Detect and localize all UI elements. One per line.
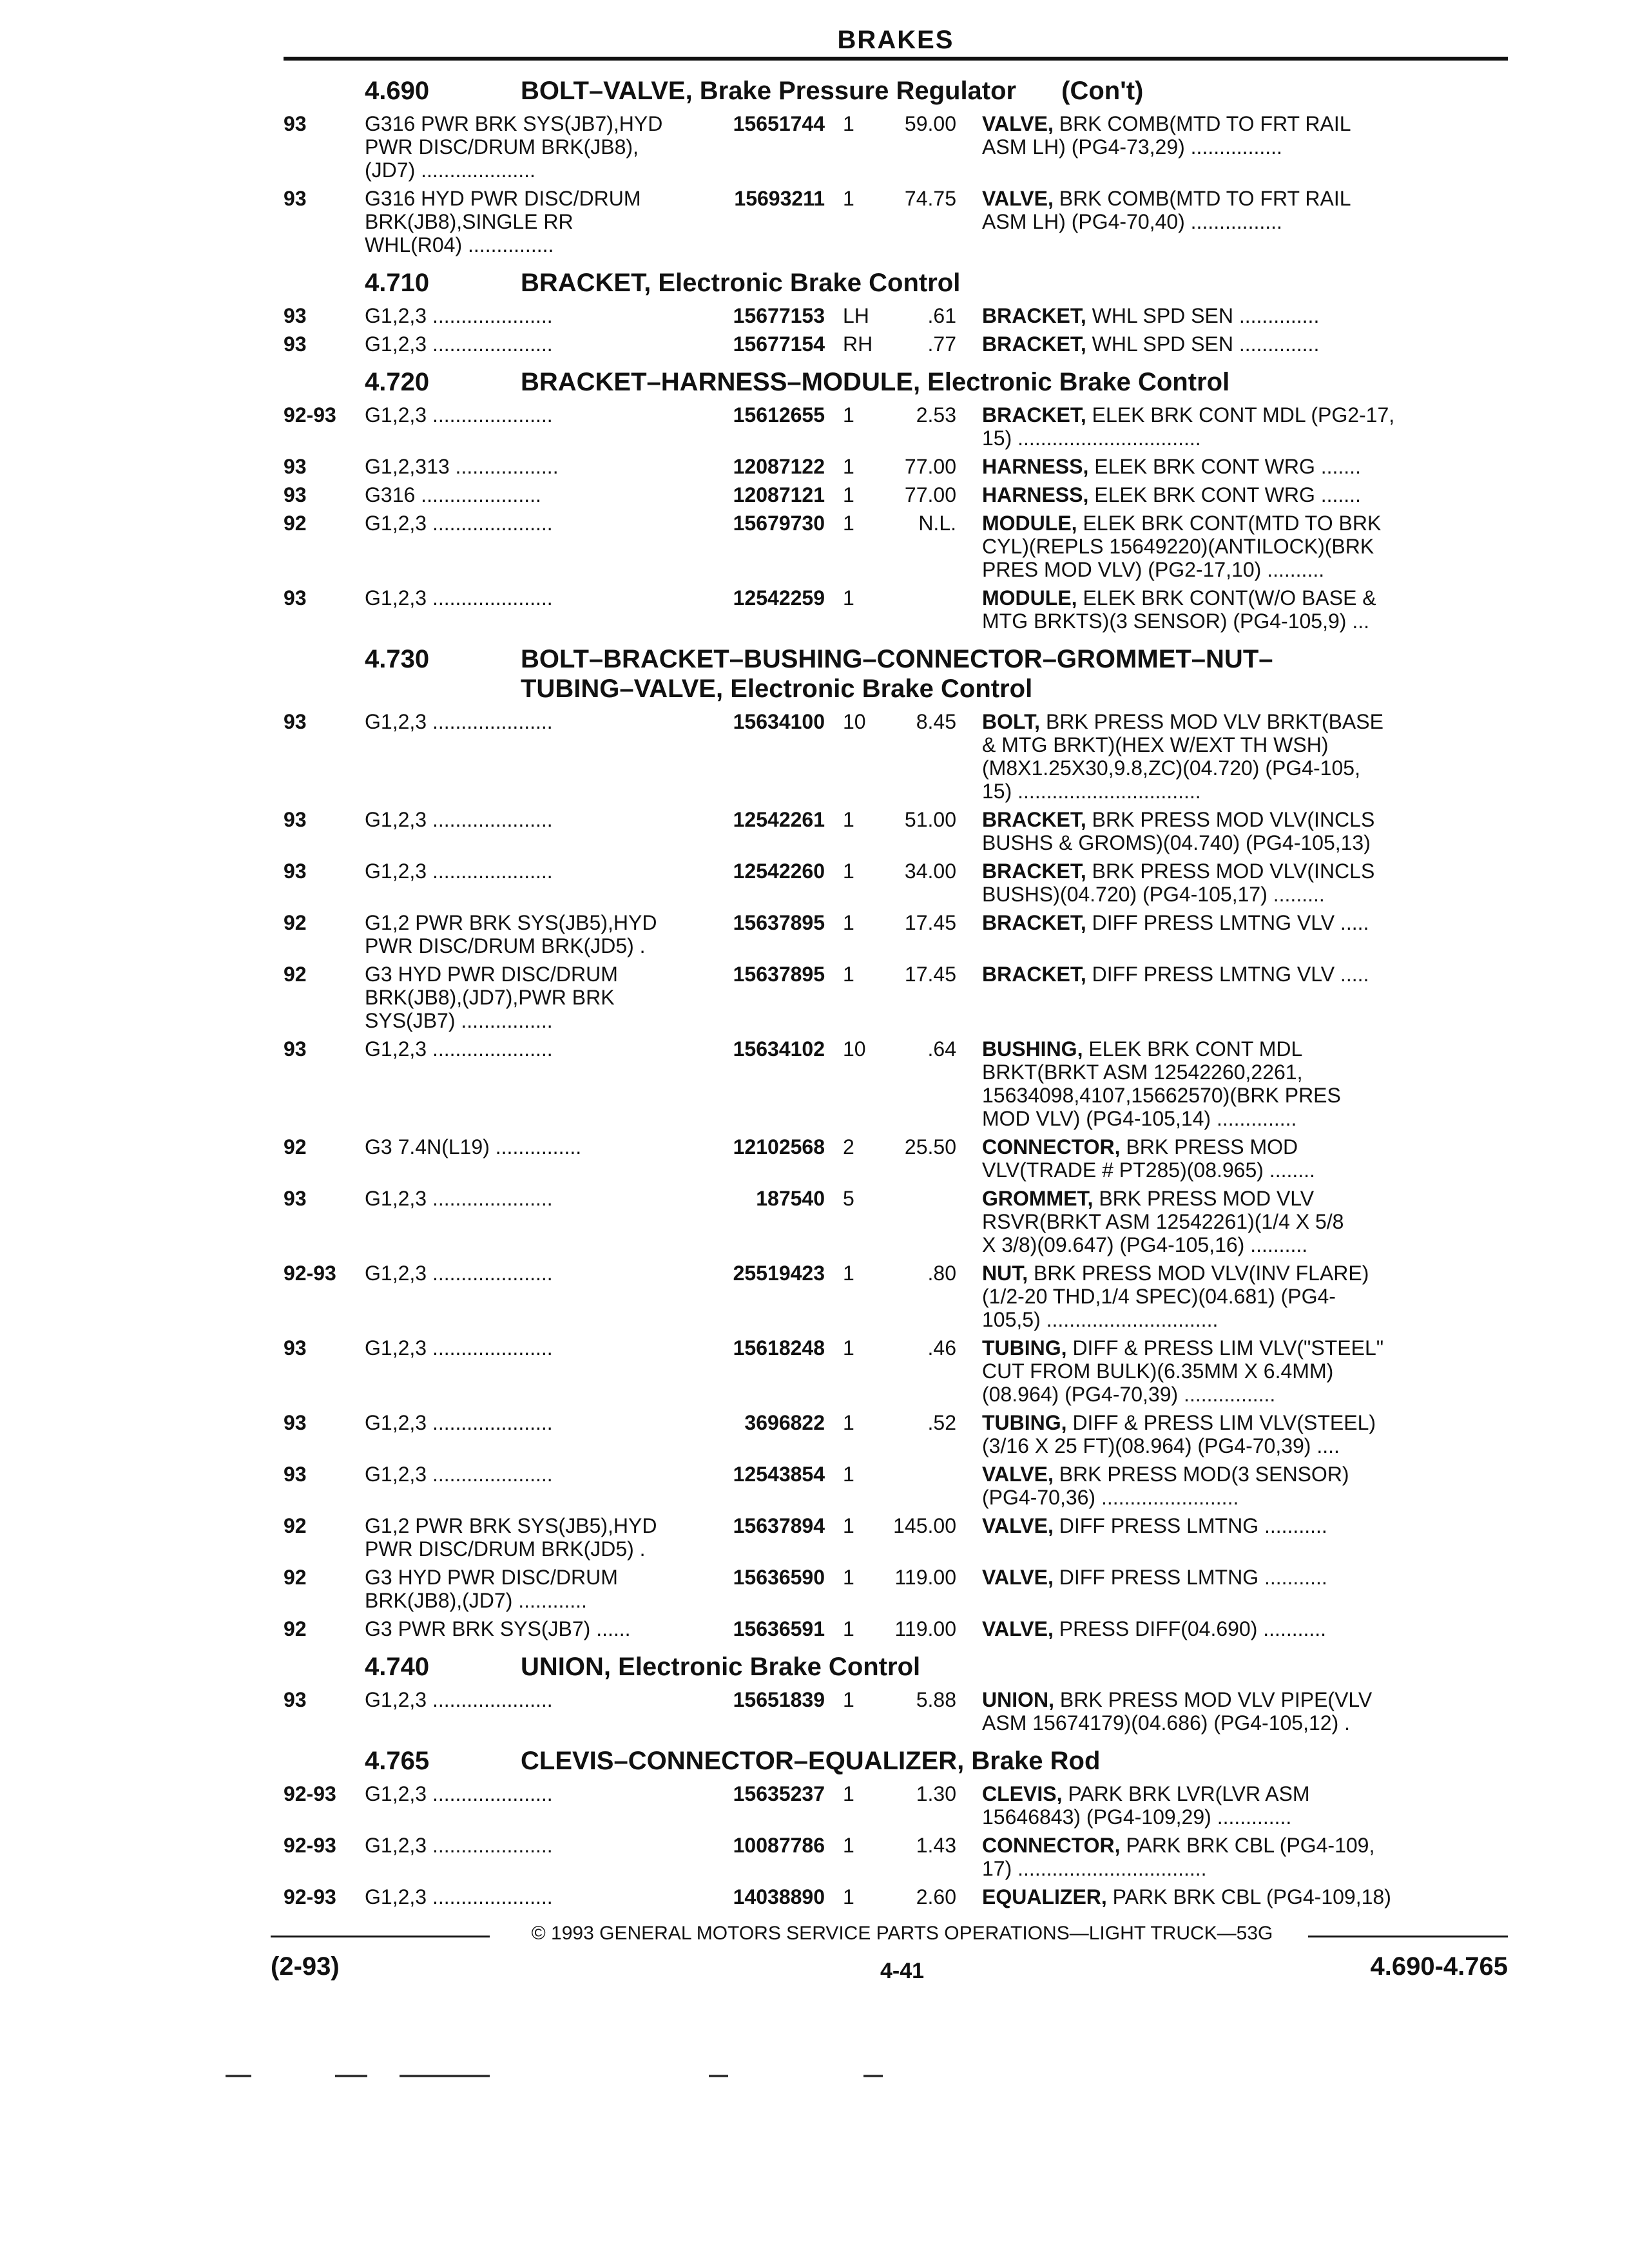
part-name: CONNECTOR, xyxy=(982,1135,1121,1158)
model-year: 92-93 xyxy=(284,1262,336,1285)
model-year: 93 xyxy=(284,1187,307,1210)
part-description: ELEK BRK CONT MDL (PG2-17, 15) ................................ xyxy=(982,403,1395,450)
part-description: BRK PRESS MOD VLV PIPE(VLV ASM 15674179)(04.686) (PG4-105,12) . xyxy=(982,1688,1373,1735)
part-description: BRK COMB(MTD TO FRT RAIL ASM LH) (PG4-70,40) ................ xyxy=(982,187,1351,233)
part-name: BRACKET, xyxy=(982,808,1086,831)
quantity: 5 xyxy=(843,1187,854,1210)
footer-rule-left xyxy=(271,1936,490,1937)
part-name: MODULE, xyxy=(982,512,1077,535)
part-description: BRK PRESS MOD VLV(INCLS BUSHS & GROMS)(04.740) (PG4-105,13) xyxy=(982,808,1375,854)
section-title: BRACKET, Electronic Brake Control xyxy=(521,269,961,297)
part-entry xyxy=(284,112,1508,182)
part-entry xyxy=(284,808,1508,854)
part-number: 10087786 xyxy=(733,1834,825,1857)
section-number: 4.740 xyxy=(365,1653,430,1681)
application: G1,2,3 ..................... xyxy=(365,1782,553,1805)
model-year: 92-93 xyxy=(284,403,336,427)
part-number: 15677154 xyxy=(733,332,825,356)
price: 25.50 xyxy=(904,1135,956,1158)
part-entry xyxy=(284,1336,1508,1406)
price: .80 xyxy=(927,1262,956,1285)
quantity: 1 xyxy=(843,1782,854,1805)
part-entry xyxy=(284,403,1508,450)
part-description: BRK PRESS MOD VLV(INV FLARE) (1/2-20 THD,1/4 SPEC)(04.681) (PG4- 105,5) .............................. xyxy=(982,1262,1369,1331)
part-number: 15618248 xyxy=(733,1336,825,1360)
price: 1.30 xyxy=(916,1782,956,1805)
description xyxy=(956,710,1508,803)
price: 74.75 xyxy=(904,187,956,210)
footer-copyright: © 1993 GENERAL MOTORS SERVICE PARTS OPERATIONS—LIGHT TRUCK—53G xyxy=(531,1923,1273,1944)
quantity: LH xyxy=(843,304,869,327)
part-name: BRACKET, xyxy=(982,332,1086,356)
part-entry xyxy=(284,860,1508,906)
section-title: BRACKET–HARNESS–MODULE, Electronic Brake Control xyxy=(521,368,1230,396)
part-description: ELEK BRK CONT WRG ....... xyxy=(1094,455,1361,478)
part-description: PARK BRK CBL (PG4-109,18) xyxy=(1112,1885,1391,1908)
price: 17.45 xyxy=(904,911,956,934)
catalog-section xyxy=(284,1652,1508,1735)
application: G1,2,3 ..................... xyxy=(365,403,553,427)
catalog-section xyxy=(284,644,1508,1640)
part-entry xyxy=(284,1262,1508,1331)
quantity: 1 xyxy=(843,455,854,478)
part-number: 12087121 xyxy=(733,483,825,506)
catalog-section xyxy=(284,1746,1508,1908)
part-number: 12542261 xyxy=(733,808,825,831)
price: .64 xyxy=(927,1037,956,1061)
part-entry xyxy=(284,1885,1508,1908)
description xyxy=(956,403,1508,450)
part-number: 15637894 xyxy=(733,1514,825,1537)
description xyxy=(956,332,1508,356)
section-number: 4.720 xyxy=(365,368,430,396)
part-entry xyxy=(284,1834,1508,1880)
description xyxy=(956,187,1508,256)
description xyxy=(956,1135,1508,1182)
part-name: VALVE, xyxy=(982,187,1054,210)
part-number: 15637895 xyxy=(733,911,825,934)
application: G3 7.4N(L19) ............... xyxy=(365,1135,582,1158)
description xyxy=(956,911,1508,957)
application: G1,2,3 ..................... xyxy=(365,710,553,733)
section-title: UNION, Electronic Brake Control xyxy=(521,1653,921,1681)
footer-date: (2-93) xyxy=(271,1952,340,1981)
part-entry xyxy=(284,1411,1508,1457)
description xyxy=(956,1463,1508,1509)
part-entry xyxy=(284,1135,1508,1182)
application: G1,2,3 ..................... xyxy=(365,586,553,610)
model-year: 92 xyxy=(284,963,307,986)
description xyxy=(956,1617,1508,1640)
part-description: WHL SPD SEN .............. xyxy=(1092,332,1320,356)
application: G316 PWR BRK SYS(JB7),HYD PWR DISC/DRUM BRK(JB8), (JD7) .................... xyxy=(365,112,663,182)
part-number: 15637895 xyxy=(733,963,825,986)
part-name: NUT, xyxy=(982,1262,1028,1285)
description xyxy=(956,1411,1508,1457)
model-year: 93 xyxy=(284,187,307,210)
header-rule xyxy=(284,57,1508,61)
price xyxy=(879,586,956,633)
quantity: 1 xyxy=(843,1411,854,1434)
application: G1,2,3 ..................... xyxy=(365,1187,553,1210)
price: 2.53 xyxy=(916,403,956,427)
model-year: 92 xyxy=(284,1566,307,1589)
part-name: VALVE, xyxy=(982,1463,1054,1486)
price: N.L. xyxy=(918,512,956,535)
quantity: 1 xyxy=(843,1463,854,1486)
model-year: 93 xyxy=(284,455,307,478)
part-name: GROMMET, xyxy=(982,1187,1094,1210)
application: G316 ..................... xyxy=(365,483,541,506)
quantity: 1 xyxy=(843,1617,854,1640)
description xyxy=(956,1037,1508,1130)
part-description: PARK BRK LVR(LVR ASM 15646843) (PG4-109,29) ............. xyxy=(982,1782,1310,1829)
description xyxy=(956,1834,1508,1880)
model-year: 93 xyxy=(284,710,307,733)
quantity: 1 xyxy=(843,403,854,427)
part-name: CONNECTOR, xyxy=(982,1834,1121,1857)
section-number: 4.690 xyxy=(365,77,430,105)
parts-list xyxy=(284,76,1508,1914)
description xyxy=(956,1187,1508,1256)
price: 34.00 xyxy=(904,860,956,883)
description xyxy=(956,1262,1508,1331)
part-name: BRACKET, xyxy=(982,963,1086,986)
application: G1,2,3 ..................... xyxy=(365,1688,553,1711)
part-description: DIFF PRESS LMTNG ........... xyxy=(1059,1514,1327,1537)
model-year: 92-93 xyxy=(284,1885,336,1908)
model-year: 93 xyxy=(284,1411,307,1434)
part-description: ELEK BRK CONT(W/O BASE & MTG BRKTS)(3 SENSOR) (PG4-105,9) ... xyxy=(982,586,1376,633)
price: 77.00 xyxy=(904,483,956,506)
part-entry xyxy=(284,1782,1508,1829)
part-entry xyxy=(284,1514,1508,1561)
part-number: 15679730 xyxy=(733,512,825,535)
model-year: 93 xyxy=(284,483,307,506)
application: G1,2,313 .................. xyxy=(365,455,559,478)
quantity: 1 xyxy=(843,860,854,883)
part-entry xyxy=(284,187,1508,256)
part-description: BRK PRESS MOD VLV(INCLS BUSHS)(04.720) (PG4-105,17) ......... xyxy=(982,860,1375,906)
section-heading xyxy=(284,268,1508,298)
part-entry xyxy=(284,1037,1508,1130)
application: G1,2,3 ..................... xyxy=(365,808,553,831)
price xyxy=(879,1463,956,1509)
description xyxy=(956,963,1508,1032)
quantity: 2 xyxy=(843,1135,854,1158)
part-description: DIFF PRESS LMTNG ........... xyxy=(1059,1566,1327,1589)
price: 119.00 xyxy=(894,1566,956,1589)
quantity: 1 xyxy=(843,808,854,831)
part-number: 15693211 xyxy=(734,187,825,210)
application: G3 HYD PWR DISC/DRUM BRK(JB8),(JD7),PWR BRK SYS(JB7) ................ xyxy=(365,963,618,1032)
part-number: 12542259 xyxy=(733,586,825,610)
part-number: 12087122 xyxy=(733,455,825,478)
description xyxy=(956,112,1508,182)
description xyxy=(956,860,1508,906)
application: G1,2,3 ..................... xyxy=(365,1336,553,1360)
part-description: BRK PRESS MOD(3 SENSOR) (PG4-70,36) ........................ xyxy=(982,1463,1349,1509)
model-year: 92-93 xyxy=(284,1834,336,1857)
quantity: 1 xyxy=(843,1834,854,1857)
price: 59.00 xyxy=(904,112,956,135)
part-description: DIFF PRESS LMTNG VLV ..... xyxy=(1092,911,1369,934)
part-number: 15636590 xyxy=(733,1566,825,1589)
description xyxy=(956,483,1508,506)
part-entry xyxy=(284,911,1508,957)
application: G1,2,3 ..................... xyxy=(365,1411,553,1434)
model-year: 93 xyxy=(284,1336,307,1360)
part-name: BUSHING, xyxy=(982,1037,1083,1061)
price: .61 xyxy=(927,304,956,327)
part-entry xyxy=(284,332,1508,356)
part-name: VALVE, xyxy=(982,1617,1054,1640)
model-year: 93 xyxy=(284,586,307,610)
part-name: BRACKET, xyxy=(982,304,1086,327)
description xyxy=(956,1885,1508,1908)
application: G1,2 PWR BRK SYS(JB5),HYD PWR DISC/DRUM BRK(JD5) . xyxy=(365,911,657,957)
section-title: BOLT–VALVE, Brake Pressure Regulator xyxy=(521,77,1017,105)
application: G1,2,3 ..................... xyxy=(365,1262,553,1285)
part-name: BRACKET, xyxy=(982,911,1086,934)
section-heading xyxy=(284,644,1508,704)
part-entry xyxy=(284,963,1508,1032)
catalog-section xyxy=(284,367,1508,633)
quantity: 1 xyxy=(843,187,854,210)
part-name: HARNESS, xyxy=(982,483,1089,506)
scan-mark xyxy=(400,2075,490,2077)
part-number: 15634100 xyxy=(733,710,825,733)
part-number: 15636591 xyxy=(733,1617,825,1640)
application: G1,2 PWR BRK SYS(JB5),HYD PWR DISC/DRUM BRK(JD5) . xyxy=(365,1514,657,1561)
quantity: 1 xyxy=(843,1336,854,1360)
model-year: 92 xyxy=(284,911,307,934)
price xyxy=(879,1187,956,1256)
part-entry xyxy=(284,1566,1508,1612)
part-name: HARNESS, xyxy=(982,455,1089,478)
quantity: 1 xyxy=(843,963,854,986)
catalog-section xyxy=(284,76,1508,256)
part-number: 25519423 xyxy=(733,1262,825,1285)
price: 119.00 xyxy=(894,1617,956,1640)
quantity: 1 xyxy=(843,911,854,934)
section-number: 4.710 xyxy=(365,269,430,297)
description xyxy=(956,1336,1508,1406)
footer-rule-right xyxy=(1308,1936,1508,1937)
section-heading xyxy=(284,367,1508,397)
part-name: TUBING, xyxy=(982,1411,1067,1434)
model-year: 92 xyxy=(284,512,307,535)
part-description: WHL SPD SEN .............. xyxy=(1092,304,1320,327)
quantity: 1 xyxy=(843,512,854,535)
quantity: 1 xyxy=(843,112,854,135)
part-entry xyxy=(284,1617,1508,1640)
application: G1,2,3 ..................... xyxy=(365,1885,553,1908)
footer-page-number: 4-41 xyxy=(880,1959,925,1983)
model-year: 93 xyxy=(284,332,307,356)
section-title: CLEVIS–CONNECTOR–EQUALIZER, Brake Rod xyxy=(521,1747,1101,1775)
quantity: 10 xyxy=(843,710,866,733)
scan-mark xyxy=(863,2075,883,2077)
part-entry xyxy=(284,483,1508,506)
description xyxy=(956,1688,1508,1735)
description xyxy=(956,304,1508,327)
part-name: BRACKET, xyxy=(982,403,1086,427)
price: .77 xyxy=(927,332,956,356)
footer-section-range: 4.690-4.765 xyxy=(1370,1952,1508,1981)
scan-mark xyxy=(709,2075,728,2077)
part-number: 12543854 xyxy=(733,1463,825,1486)
part-description: DIFF & PRESS LIM VLV(STEEL) (3/16 X 25 FT)(08.964) (PG4-70,39) .... xyxy=(982,1411,1376,1457)
price: .52 xyxy=(927,1411,956,1434)
part-name: VALVE, xyxy=(982,1566,1054,1589)
part-number: 12102568 xyxy=(733,1135,825,1158)
part-number: 15651744 xyxy=(733,112,825,135)
part-number: 15634102 xyxy=(733,1037,825,1061)
price: .46 xyxy=(927,1336,956,1360)
part-number: 15612655 xyxy=(733,403,825,427)
part-name: BOLT, xyxy=(982,710,1041,733)
price: 5.88 xyxy=(916,1688,956,1711)
part-number: 187540 xyxy=(756,1187,825,1210)
quantity: 1 xyxy=(843,1688,854,1711)
part-number: 12542260 xyxy=(733,860,825,883)
part-number: 15677153 xyxy=(733,304,825,327)
application: G1,2,3 ..................... xyxy=(365,1037,553,1061)
application: G1,2,3 ..................... xyxy=(365,304,553,327)
part-entry xyxy=(284,512,1508,581)
application: G1,2,3 ..................... xyxy=(365,512,553,535)
part-entry xyxy=(284,1463,1508,1509)
part-description: PARK BRK CBL (PG4-109, 17) ................................. xyxy=(982,1834,1375,1880)
price: 77.00 xyxy=(904,455,956,478)
section-heading xyxy=(284,1746,1508,1776)
scan-mark xyxy=(226,2075,251,2077)
part-entry xyxy=(284,1187,1508,1256)
section-continued-label: (Con't) xyxy=(1061,77,1144,105)
part-name: EQUALIZER, xyxy=(982,1885,1107,1908)
application: G316 HYD PWR DISC/DRUM BRK(JB8),SINGLE RR WHL(R04) ............... xyxy=(365,187,641,256)
part-entry xyxy=(284,710,1508,803)
quantity: 1 xyxy=(843,586,854,610)
quantity: RH xyxy=(843,332,873,356)
part-name: TUBING, xyxy=(982,1336,1067,1360)
part-description: ELEK BRK CONT(MTD TO BRK CYL)(REPLS 15649220)(ANTILOCK)(BRK PRES MOD VLV) (PG2-17,10) .......... xyxy=(982,512,1382,581)
model-year: 93 xyxy=(284,808,307,831)
model-year: 93 xyxy=(284,860,307,883)
part-entry xyxy=(284,586,1508,633)
price: 8.45 xyxy=(916,710,956,733)
part-number: 15651839 xyxy=(733,1688,825,1711)
description xyxy=(956,455,1508,478)
model-year: 92 xyxy=(284,1514,307,1537)
price: 51.00 xyxy=(904,808,956,831)
application: G3 PWR BRK SYS(JB7) ...... xyxy=(365,1617,631,1640)
price: 2.60 xyxy=(916,1885,956,1908)
model-year: 93 xyxy=(284,1037,307,1061)
price: 145.00 xyxy=(893,1514,956,1537)
part-description: BRK PRESS MOD VLV RSVR(BRKT ASM 12542261)(1/4 X 5/8 X 3/8)(09.647) (PG4-105,16) .......... xyxy=(982,1187,1344,1256)
section-title: BOLT–BRACKET–BUSHING–CONNECTOR–GROMMET–NUT– TUBING–VALVE, Electronic Brake Control xyxy=(521,645,1273,703)
model-year: 92 xyxy=(284,1135,307,1158)
description xyxy=(956,586,1508,633)
application: G3 HYD PWR DISC/DRUM BRK(JB8),(JD7) ............ xyxy=(365,1566,618,1612)
quantity: 1 xyxy=(843,483,854,506)
part-name: VALVE, xyxy=(982,1514,1054,1537)
model-year: 93 xyxy=(284,304,307,327)
description xyxy=(956,1782,1508,1829)
price: 17.45 xyxy=(904,963,956,986)
part-description: DIFF & PRESS LIM VLV("STEEL" CUT FROM BULK)(6.35MM X 6.4MM) (08.964) (PG4-70,39) ................ xyxy=(982,1336,1384,1406)
part-description: BRK PRESS MOD VLV BRKT(BASE & MTG BRKT)(HEX W/EXT TH WSH) (M8X1.25X30,9.8,ZC)(04.720) (PG4-105, 15) ................................ xyxy=(982,710,1383,803)
part-entry xyxy=(284,304,1508,327)
model-year: 92-93 xyxy=(284,1782,336,1805)
part-entry xyxy=(284,455,1508,478)
scan-mark xyxy=(335,2075,367,2077)
part-name: MODULE, xyxy=(982,586,1077,610)
part-description: BRK PRESS MOD VLV(TRADE # PT285)(08.965) ........ xyxy=(982,1135,1315,1182)
section-number: 4.765 xyxy=(365,1747,430,1775)
application: G1,2,3 ..................... xyxy=(365,1463,553,1486)
application: G1,2,3 ..................... xyxy=(365,860,553,883)
part-number: 14038890 xyxy=(733,1885,825,1908)
description xyxy=(956,512,1508,581)
section-number: 4.730 xyxy=(365,645,430,673)
part-description: PRESS DIFF(04.690) ........... xyxy=(1059,1617,1327,1640)
application: G1,2,3 ..................... xyxy=(365,332,553,356)
part-name: BRACKET, xyxy=(982,860,1086,883)
part-description: ELEK BRK CONT WRG ....... xyxy=(1094,483,1361,506)
part-name: UNION, xyxy=(982,1688,1054,1711)
price: 1.43 xyxy=(916,1834,956,1857)
model-year: 93 xyxy=(284,1688,307,1711)
part-number: 3696822 xyxy=(744,1411,825,1434)
quantity: 1 xyxy=(843,1514,854,1537)
description xyxy=(956,1566,1508,1612)
part-name: VALVE, xyxy=(982,112,1054,135)
part-entry xyxy=(284,1688,1508,1735)
part-description: ELEK BRK CONT MDL BRKT(BRKT ASM 12542260,2261, 15634098,4107,15662570)(BRK PRES MOD VLV) (PG4-105,14) .............. xyxy=(982,1037,1341,1130)
description xyxy=(956,808,1508,854)
part-description: DIFF PRESS LMTNG VLV ..... xyxy=(1092,963,1369,986)
catalog-section xyxy=(284,268,1508,356)
quantity: 10 xyxy=(843,1037,866,1061)
section-heading xyxy=(284,1652,1508,1682)
application: G1,2,3 ..................... xyxy=(365,1834,553,1857)
description xyxy=(956,1514,1508,1561)
model-year: 93 xyxy=(284,1463,307,1486)
part-description: BRK COMB(MTD TO FRT RAIL ASM LH) (PG4-73,29) ................ xyxy=(982,112,1351,159)
section-heading xyxy=(284,76,1508,106)
quantity: 1 xyxy=(843,1885,854,1908)
part-name: CLEVIS, xyxy=(982,1782,1063,1805)
quantity: 1 xyxy=(843,1262,854,1285)
part-number: 15635237 xyxy=(733,1782,825,1805)
quantity: 1 xyxy=(843,1566,854,1589)
model-year: 93 xyxy=(284,112,307,135)
model-year: 92 xyxy=(284,1617,307,1640)
page-header-title: BRAKES xyxy=(837,26,954,54)
